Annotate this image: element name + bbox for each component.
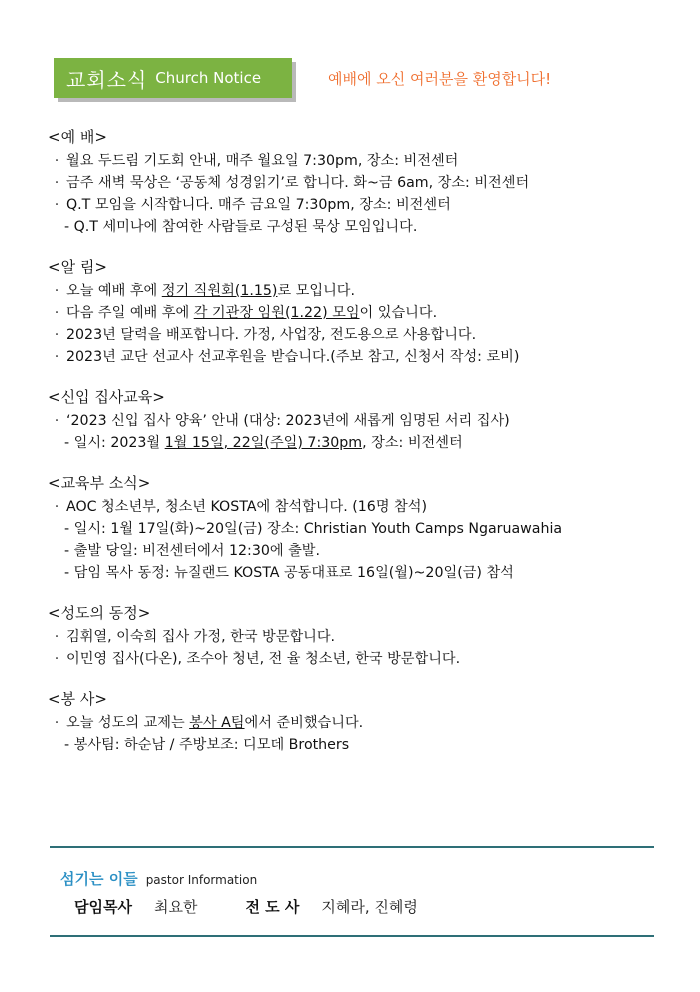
bullet-icon: · (54, 413, 60, 429)
name-evangelist: 지혜라, 진혜령 (321, 898, 418, 916)
bullet-icon: · (54, 349, 60, 365)
header-title-en: Church Notice (155, 69, 262, 87)
list-item: · Q.T 모임을 시작합니다. 매주 금요일 7:30pm, 장소: 비전센터 (48, 194, 688, 216)
section-title: <봉 사> (48, 690, 107, 708)
bullet-icon: · (54, 305, 60, 321)
list-item: · 다음 주일 예배 후에 각 기관장 임원(1.22) 모임이 있습니다. (48, 302, 688, 324)
list-sub-item: - 봉사팀: 하순남 / 주방보조: 디모데 Brothers (64, 737, 350, 753)
list-item: · AOC 청소년부, 청소년 KOSTA에 참석합니다. (16명 참석) (48, 496, 688, 518)
section-title: <교육부 소식> (48, 474, 151, 492)
bullet-icon: · (54, 153, 60, 169)
list-item: · 금주 새벽 묵상은 ‘공동체 성경읽기’로 합니다. 화~금 6am, 장소: 비전센터 (48, 172, 688, 194)
list-sub-item: - 일시: 1월 17일(화)~20일(금) 장소: Christian Youth Camps Ngaruawahia (64, 521, 563, 537)
pastor-info-subtitle: pastor Information (145, 873, 258, 887)
welcome-message: 예배에 오신 여러분을 환영합니다! (328, 70, 552, 88)
section-notice (48, 256, 688, 368)
name-senior-pastor: 최요한 (153, 898, 198, 916)
bullet-icon: · (54, 629, 60, 645)
pastor-info-row (74, 896, 466, 917)
bullet-icon: · (54, 651, 60, 667)
header-title-ko: 교회소식 (66, 67, 148, 92)
section-service (48, 688, 688, 756)
list-sub-item: - 출발 당일: 비전센터에서 12:30에 출발. (64, 543, 321, 559)
bullet-icon: · (54, 499, 60, 515)
list-sub-item: - 일시: 2023월 1월 15일, 22일(주일) 7:30pm, 장소: 비전센터 (64, 435, 463, 451)
list-item: · 2023년 교단 선교사 선교후원을 받습니다.(주보 참고, 신청서 작성: 로비) (48, 346, 688, 368)
divider-top (50, 846, 654, 848)
list-item: · 이민영 집사(다온), 조수아 청년, 전 율 청소년, 한국 방문합니다. (48, 648, 688, 670)
section-title: <알 림> (48, 258, 107, 276)
section-worship (48, 126, 688, 238)
list-item: · ‘2023 신입 집사 양육’ 안내 (대상: 2023년에 새롭게 임명된 서리 집사) (48, 410, 688, 432)
section-title: <성도의 동정> (48, 604, 151, 622)
divider-bottom (50, 935, 654, 937)
pastor-info-title: 섬기는 이들 pastor Information (60, 870, 258, 888)
bullet-icon: · (54, 175, 60, 191)
notice-content (48, 126, 688, 774)
bullet-icon: · (54, 283, 60, 299)
list-sub-item: - 담임 목사 동정: 뉴질랜드 KOSTA 공동대표로 16일(월)~20일(금) 참석 (64, 565, 514, 581)
bullet-icon: · (54, 715, 60, 731)
section-education-news (48, 472, 688, 584)
section-title: <신입 집사교육> (48, 388, 165, 406)
section-members-news (48, 602, 688, 670)
list-item: · 월요 두드림 기도회 안내, 매주 월요일 7:30pm, 장소: 비전센터 (48, 150, 688, 172)
section-title: <예 배> (48, 128, 107, 146)
role-evangelist: 전 도 사 (245, 898, 300, 916)
bullet-icon: · (54, 197, 60, 213)
bullet-icon: · (54, 327, 60, 343)
list-item: · 오늘 예배 후에 정기 직원회(1.15)로 모입니다. (48, 280, 688, 302)
list-item: · 2023년 달력을 배포합니다. 가정, 사업장, 전도용으로 사용합니다. (48, 324, 688, 346)
role-senior-pastor: 담임목사 (74, 898, 132, 916)
list-sub-item: - Q.T 세미나에 참여한 사람들로 구성된 묵상 모임입니다. (64, 219, 418, 235)
section-deacon-education (48, 386, 688, 454)
list-item: · 김휘열, 이숙희 집사 가정, 한국 방문합니다. (48, 626, 688, 648)
church-notice-header (54, 58, 292, 98)
list-item: · 오늘 성도의 교제는 봉사 A팀에서 준비했습니다. (48, 712, 688, 734)
